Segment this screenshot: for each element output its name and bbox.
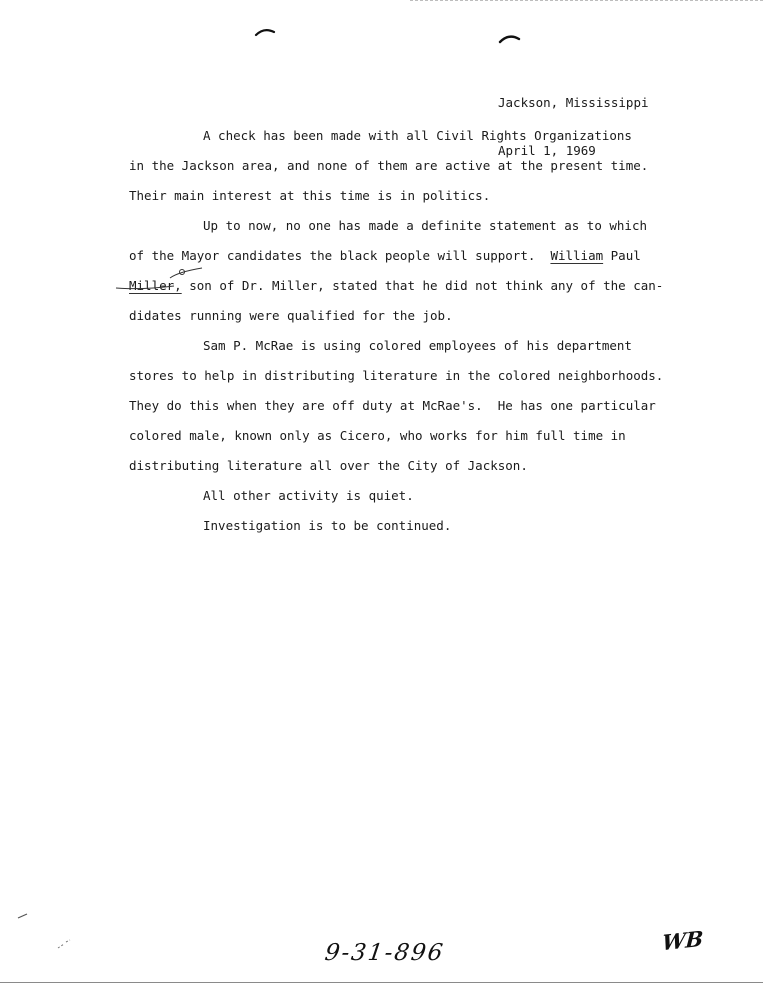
stray-ink-mark <box>16 910 30 922</box>
underlined-name-miller: Miller, <box>129 278 182 293</box>
top-edge-dots <box>410 0 763 3</box>
binder-hole-mark-right <box>498 32 522 46</box>
binder-hole-mark-left <box>254 26 276 38</box>
paragraph-5: Investigation is to be continued. <box>203 518 452 533</box>
paragraph-1-line-2: in the Jackson area, and none of them are active at the present time. <box>129 158 649 173</box>
paragraph-3-line-4: colored male, known only as Cicero, who works for him full time in <box>129 428 626 443</box>
underlined-name-william: William <box>550 248 604 263</box>
paragraph-3-line-5: distributing literature all over the City of Jackson. <box>129 458 528 473</box>
paragraph-4: All other activity is quiet. <box>203 488 414 503</box>
paragraph-3-line-1: Sam P. McRae is using colored employees of his department <box>203 338 632 353</box>
paragraph-2-line-2-text: of the Mayor candidates the black people will support. <box>129 248 551 263</box>
paragraph-1-line-1: A check has been made with all Civil Rights Organizations <box>203 128 632 143</box>
paragraph-1-line-3: Their main interest at this time is in politics. <box>129 188 491 203</box>
stray-ink-mark-2 <box>56 938 74 952</box>
page-bottom-edge <box>0 982 763 983</box>
paragraph-3-line-3: They do this when they are off duty at McRae's. He has one particular <box>129 398 656 413</box>
initials-handwritten: WB <box>661 925 705 956</box>
paragraph-2-line-1: Up to now, no one has made a definite statement as to which <box>203 218 648 233</box>
report-body <box>129 121 669 541</box>
paragraph-2-line-4: didates running were qualified for the job. <box>129 308 453 323</box>
paragraph-2-line-2-end: Paul <box>603 248 641 263</box>
paragraph-2-line-3-text: son of Dr. Miller, stated that he did not think any of the can- <box>181 278 664 293</box>
handwritten-underline-mark <box>112 262 212 292</box>
paragraph-3-line-2: stores to help in distributing literature in the colored neighborhoods. <box>129 368 664 383</box>
file-number-handwritten: 9-31-896 <box>323 940 447 966</box>
dateline-location: Jackson, Mississippi <box>498 95 649 110</box>
dateline-date: April 1, 1969 <box>498 143 596 158</box>
